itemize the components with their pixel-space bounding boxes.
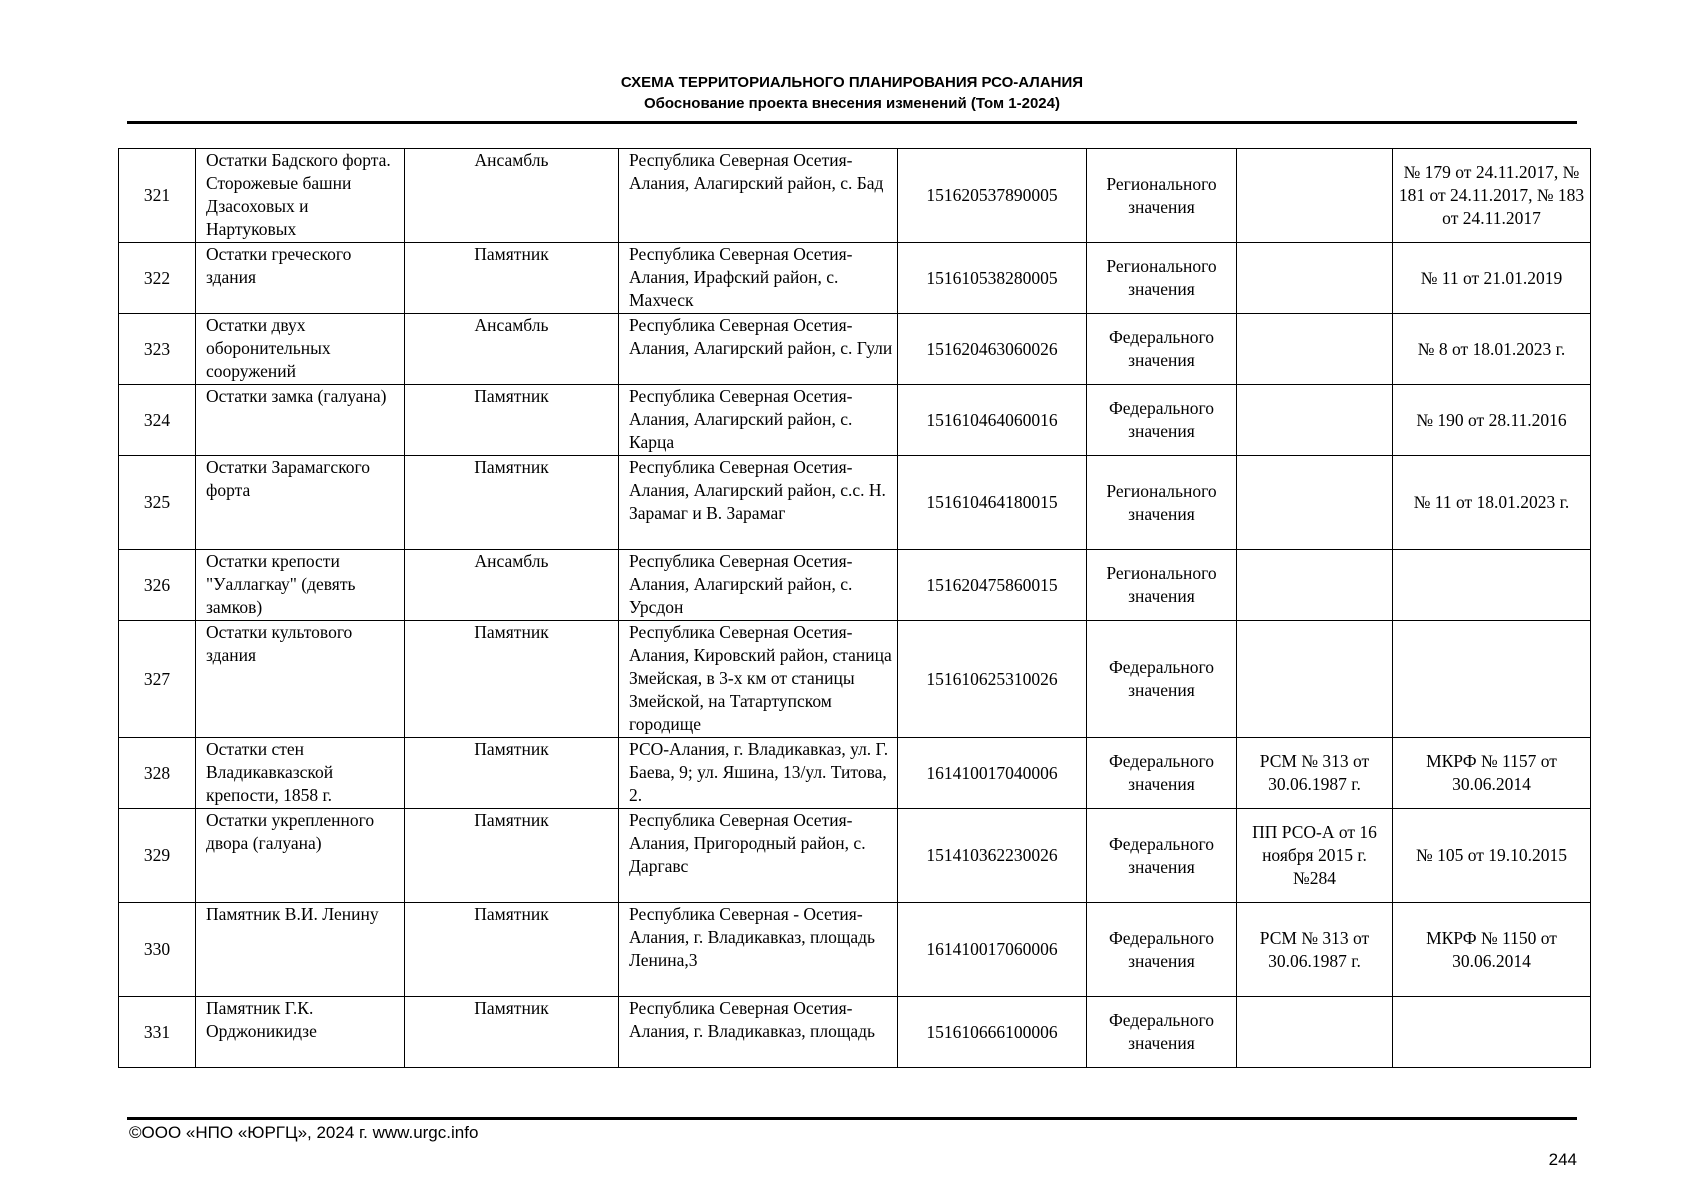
protection-document xyxy=(1237,385,1393,456)
registration-order: МКРФ № 1157 от 30.06.2014 xyxy=(1393,738,1591,809)
object-name: Остатки культового здания xyxy=(196,621,405,738)
header-divider xyxy=(127,121,1577,124)
document-subtitle: Обоснование проекта внесения изменений (Том 1-2024) xyxy=(644,95,1060,112)
table-row xyxy=(119,314,1591,385)
object-address: Республика Северная Осетия-Алания, Алагирский район, с.с. Н. Зарамаг и В. Зарамаг xyxy=(619,456,898,550)
object-type: Памятник xyxy=(405,243,619,314)
registry-number: 151610666100006 xyxy=(898,997,1087,1068)
object-name: Остатки Зарамагского форта xyxy=(196,456,405,550)
table-row xyxy=(119,550,1591,621)
protection-document xyxy=(1237,621,1393,738)
registration-order: № 11 от 18.01.2023 г. xyxy=(1393,456,1591,550)
row-number: 331 xyxy=(119,997,196,1068)
protection-document xyxy=(1237,243,1393,314)
protection-document xyxy=(1237,550,1393,621)
object-type: Памятник xyxy=(405,903,619,997)
significance: Регионального значения xyxy=(1087,149,1237,243)
registry-number: 161410017040006 xyxy=(898,738,1087,809)
object-name: Остатки укрепленного двора (галуана) xyxy=(196,809,405,903)
registry-number: 151620475860015 xyxy=(898,550,1087,621)
registry-number: 151610538280005 xyxy=(898,243,1087,314)
object-address: Республика Северная - Осетия- Алания, г. Владикавказ, площадь Ленина,3 xyxy=(619,903,898,997)
page-header xyxy=(127,72,1577,114)
registry-number: 151610625310026 xyxy=(898,621,1087,738)
significance: Федерального значения xyxy=(1087,314,1237,385)
object-name: Памятник В.И. Ленину xyxy=(196,903,405,997)
protection-document: РСМ № 313 от 30.06.1987 г. xyxy=(1237,738,1393,809)
table-row xyxy=(119,809,1591,903)
registry-number: 161410017060006 xyxy=(898,903,1087,997)
protection-document xyxy=(1237,149,1393,243)
significance: Федерального значения xyxy=(1087,903,1237,997)
object-address: Республика Северная Осетия-Алания, Кировский район, станица Змейская, в 3-х км от станицы Змейской, на Татартупском городище xyxy=(619,621,898,738)
copyright-text: ©ООО «НПО «ЮРГЦ», 2024 г. www.urgc.info xyxy=(129,1123,479,1142)
page-number: 244 xyxy=(1548,1150,1577,1169)
object-name: Памятник Г.К. Орджоникидзе xyxy=(196,997,405,1068)
object-type: Памятник xyxy=(405,997,619,1068)
registration-order: № 190 от 28.11.2016 xyxy=(1393,385,1591,456)
row-number: 330 xyxy=(119,903,196,997)
protection-document xyxy=(1237,314,1393,385)
object-type: Памятник xyxy=(405,621,619,738)
object-address: Республика Северная Осетия-Алания, Алагирский район, с. Гули xyxy=(619,314,898,385)
object-name: Остатки греческого здания xyxy=(196,243,405,314)
registration-order: МКРФ № 1150 от 30.06.2014 xyxy=(1393,903,1591,997)
significance: Регионального значения xyxy=(1087,243,1237,314)
table-row xyxy=(119,385,1591,456)
table-row xyxy=(119,738,1591,809)
registry-number: 151610464180015 xyxy=(898,456,1087,550)
object-address: Республика Северная Осетия-Алания, Алагирский район, с. Бад xyxy=(619,149,898,243)
protection-document: ПП РСО-А от 16 ноября 2015 г. №284 xyxy=(1237,809,1393,903)
table-row xyxy=(119,243,1591,314)
object-type: Памятник xyxy=(405,738,619,809)
row-number: 324 xyxy=(119,385,196,456)
registry-number: 151620463060026 xyxy=(898,314,1087,385)
object-address: Республика Северная Осетия-Алания, Ирафский район, с. Махческ xyxy=(619,243,898,314)
row-number: 322 xyxy=(119,243,196,314)
significance: Федерального значения xyxy=(1087,385,1237,456)
protection-document: РСМ № 313 от 30.06.1987 г. xyxy=(1237,903,1393,997)
footer-divider xyxy=(127,1117,1577,1120)
object-address: Республика Северная Осетия-Алания, г. Владикавказ, площадь xyxy=(619,997,898,1068)
table-row xyxy=(119,456,1591,550)
registration-order: № 11 от 21.01.2019 xyxy=(1393,243,1591,314)
significance: Федерального значения xyxy=(1087,809,1237,903)
protection-document xyxy=(1237,456,1393,550)
registration-order: № 179 от 24.11.2017, № 181 от 24.11.2017, № 183 от 24.11.2017 xyxy=(1393,149,1591,243)
registration-order: № 105 от 19.10.2015 xyxy=(1393,809,1591,903)
object-address: Республика Северная Осетия-Алания, Алагирский район, с. Урсдон xyxy=(619,550,898,621)
protection-document xyxy=(1237,997,1393,1068)
registry-number: 151620537890005 xyxy=(898,149,1087,243)
significance: Регионального значения xyxy=(1087,456,1237,550)
monuments-table xyxy=(118,148,1591,1068)
registration-order: № 8 от 18.01.2023 г. xyxy=(1393,314,1591,385)
object-type: Ансамбль xyxy=(405,550,619,621)
significance: Федерального значения xyxy=(1087,997,1237,1068)
table-row xyxy=(119,149,1591,243)
table-row xyxy=(119,621,1591,738)
object-name: Остатки Бадского форта. Сторожевые башни Дзасоховых и Нартуковых xyxy=(196,149,405,243)
object-address: РСО-Алания, г. Владикавказ, ул. Г. Баева, 9; ул. Яшина, 13/ул. Титова, 2. xyxy=(619,738,898,809)
object-address: Республика Северная Осетия-Алания, Алагирский район, с. Карца xyxy=(619,385,898,456)
document-title: СХЕМА ТЕРРИТОРИАЛЬНОГО ПЛАНИРОВАНИЯ РСО-АЛАНИЯ xyxy=(620,74,1084,91)
significance: Регионального значения xyxy=(1087,550,1237,621)
significance: Федерального значения xyxy=(1087,621,1237,738)
row-number: 329 xyxy=(119,809,196,903)
registry-number: 151410362230026 xyxy=(898,809,1087,903)
row-number: 321 xyxy=(119,149,196,243)
object-type: Памятник xyxy=(405,385,619,456)
registration-order xyxy=(1393,621,1591,738)
table-row xyxy=(119,903,1591,997)
row-number: 328 xyxy=(119,738,196,809)
object-type: Памятник xyxy=(405,456,619,550)
object-name: Остатки замка (галуана) xyxy=(196,385,405,456)
table-row xyxy=(119,997,1591,1068)
significance: Федерального значения xyxy=(1087,738,1237,809)
registry-number: 151610464060016 xyxy=(898,385,1087,456)
object-address: Республика Северная Осетия-Алания, Пригородный район, с. Даргавс xyxy=(619,809,898,903)
row-number: 326 xyxy=(119,550,196,621)
object-name: Остатки крепости "Уаллагкау" (девять замков) xyxy=(196,550,405,621)
object-name: Остатки двух оборонительных сооружений xyxy=(196,314,405,385)
object-type: Ансамбль xyxy=(405,314,619,385)
row-number: 327 xyxy=(119,621,196,738)
object-type: Ансамбль xyxy=(405,149,619,243)
object-type: Памятник xyxy=(405,809,619,903)
row-number: 323 xyxy=(119,314,196,385)
registration-order xyxy=(1393,997,1591,1068)
object-name: Остатки стен Владикавказской крепости, 1858 г. xyxy=(196,738,405,809)
registration-order xyxy=(1393,550,1591,621)
row-number: 325 xyxy=(119,456,196,550)
